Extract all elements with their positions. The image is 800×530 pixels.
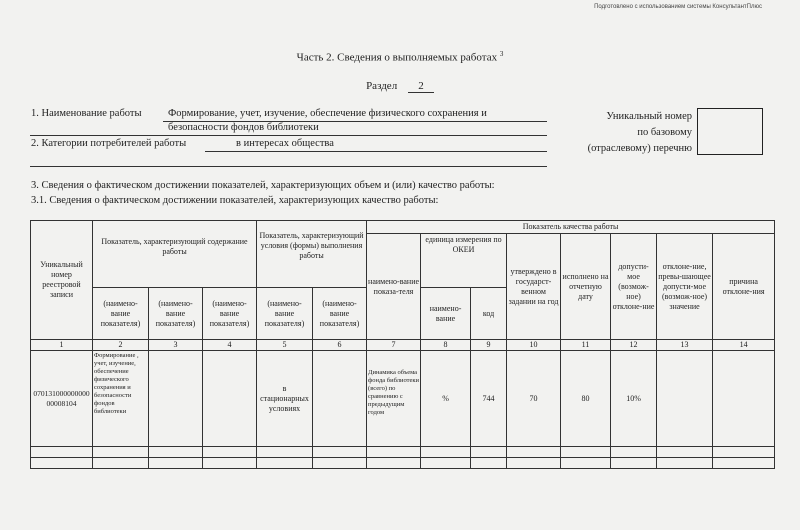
header-unique-number: Уникальный номер реестровой записи (31, 221, 93, 340)
work-name-line2: безопасности фондов библиотеки (168, 122, 319, 133)
consumers-value: в интересах общества (236, 138, 334, 149)
empty-cell (31, 447, 93, 458)
empty-cell (313, 458, 367, 469)
col-num-10: 10 (507, 340, 561, 351)
header-quality: Показатель качества работы (367, 221, 775, 234)
empty-cell (367, 447, 421, 458)
empty-cell (203, 447, 257, 458)
row-content: Формирование , учет, изучение, обеспечение физического сохранения и безопасности фондов библиотеки (93, 351, 149, 447)
part-title-text: Часть 2. Сведения о выполняемых работах (296, 51, 498, 64)
sub-content-3: (наимено-вание показателя) (203, 288, 257, 340)
consumers-underline1 (205, 151, 547, 152)
row-approved: 70 (507, 351, 561, 447)
empty-cell (313, 447, 367, 458)
unique-number-line3: (отраслевому) перечню (587, 143, 692, 154)
col-num-6: 6 (313, 340, 367, 351)
section-label: Раздел (366, 80, 398, 92)
empty-cell (421, 447, 471, 458)
col-num-12: 12 (611, 340, 657, 351)
col-num-2: 2 (93, 340, 149, 351)
col-num-4: 4 (203, 340, 257, 351)
unique-number-label (572, 109, 692, 157)
row-allowed: 10% (611, 351, 657, 447)
row-reason (713, 351, 775, 447)
col-num-8: 8 (421, 340, 471, 351)
row-content-2 (149, 351, 203, 447)
row-condition: в стационарных условиях (257, 351, 313, 447)
empty-cell (611, 447, 657, 458)
header-reason: причина отклоне-ния (713, 234, 775, 340)
empty-cell (471, 447, 507, 458)
sub-content-1: (наимено-вание показателя) (93, 288, 149, 340)
empty-cell (713, 458, 775, 469)
empty-cell (561, 447, 611, 458)
header-allowed: допусти-мое (возмож-ное) отклоне-ние (611, 234, 657, 340)
empty-cell (93, 458, 149, 469)
row-unique-number: 07013100000000000008104 (31, 351, 93, 447)
section3-heading: 3. Сведения о фактическом достижении показателей, характеризующих объем и (или) качество работы: (31, 180, 495, 191)
section-number: 2 (408, 80, 434, 93)
consumers-underline2 (30, 166, 547, 167)
sub-condition-2: (наимено-вание показателя) (313, 288, 367, 340)
sub-condition-1: (наимено-вание показателя) (257, 288, 313, 340)
table-row (31, 351, 775, 447)
header-deviation: отклоне-ние, превы-шающее допусти-мое (возмож-ное) значение (657, 234, 713, 340)
row-unit-name: % (421, 351, 471, 447)
empty-cell (657, 458, 713, 469)
empty-cell (31, 458, 93, 469)
row-unit-code: 744 (471, 351, 507, 447)
header-conditions: Показатель, характеризующий условия (формы) выполнения работы (257, 221, 367, 288)
col-num-3: 3 (149, 340, 203, 351)
col-num-14: 14 (713, 340, 775, 351)
empty-cell (561, 458, 611, 469)
row-executed: 80 (561, 351, 611, 447)
header-content: Показатель, характеризующий содержание работы (93, 221, 257, 288)
col-num-7: 7 (367, 340, 421, 351)
section31-heading: 3.1. Сведения о фактическом достижении показателей, характеризующих качество работы: (31, 195, 439, 206)
empty-cell (257, 458, 313, 469)
sub-content-2: (наимено-вание показателя) (149, 288, 203, 340)
empty-cell (713, 447, 775, 458)
empty-cell (93, 447, 149, 458)
unique-number-line1: Уникальный номер (606, 111, 692, 122)
section-heading (0, 80, 800, 93)
row-indicator: Динамика объема фонда библиотеки (всего) по сравнению с предыдущим годом (367, 351, 421, 447)
header-indicator-name: наимено-вание показа-теля (367, 234, 421, 340)
header-unit-name: наимено-вание (421, 288, 471, 340)
empty-cell (657, 447, 713, 458)
unique-number-box (697, 108, 763, 155)
header-note: Подготовлено с использованием системы КонсультантПлюс (594, 4, 762, 10)
table-row-empty (31, 458, 775, 469)
header-unit-code: код (471, 288, 507, 340)
empty-cell (507, 458, 561, 469)
table-row-empty (31, 447, 775, 458)
row-deviation (657, 351, 713, 447)
part-title (0, 50, 800, 64)
col-num-11: 11 (561, 340, 611, 351)
header-unit: единица измерения по ОКЕИ (421, 234, 507, 288)
work-name-label: 1. Наименование работы (31, 108, 142, 119)
empty-cell (367, 458, 421, 469)
quality-table (30, 220, 775, 469)
work-name-underline2 (30, 135, 547, 136)
empty-cell (471, 458, 507, 469)
col-num-9: 9 (471, 340, 507, 351)
empty-cell (257, 447, 313, 458)
empty-cell (421, 458, 471, 469)
header-executed: исполнено на отчетную дату (561, 234, 611, 340)
col-num-13: 13 (657, 340, 713, 351)
column-numbers-row (31, 340, 775, 351)
row-condition-2 (313, 351, 367, 447)
row-content-3 (203, 351, 257, 447)
consumers-label: 2. Категории потребителей работы (31, 138, 187, 149)
empty-cell (507, 447, 561, 458)
unique-number-line2: по базовому (637, 127, 692, 138)
col-num-1: 1 (31, 340, 93, 351)
empty-cell (203, 458, 257, 469)
empty-cell (611, 458, 657, 469)
col-num-5: 5 (257, 340, 313, 351)
empty-cell (149, 447, 203, 458)
part-title-footnote: 3 (499, 50, 504, 58)
empty-cell (149, 458, 203, 469)
work-name-line1: Формирование, учет, изучение, обеспечение физического сохранения и (168, 108, 487, 119)
header-approved: утверждено в государст-венном задании на год (507, 234, 561, 340)
